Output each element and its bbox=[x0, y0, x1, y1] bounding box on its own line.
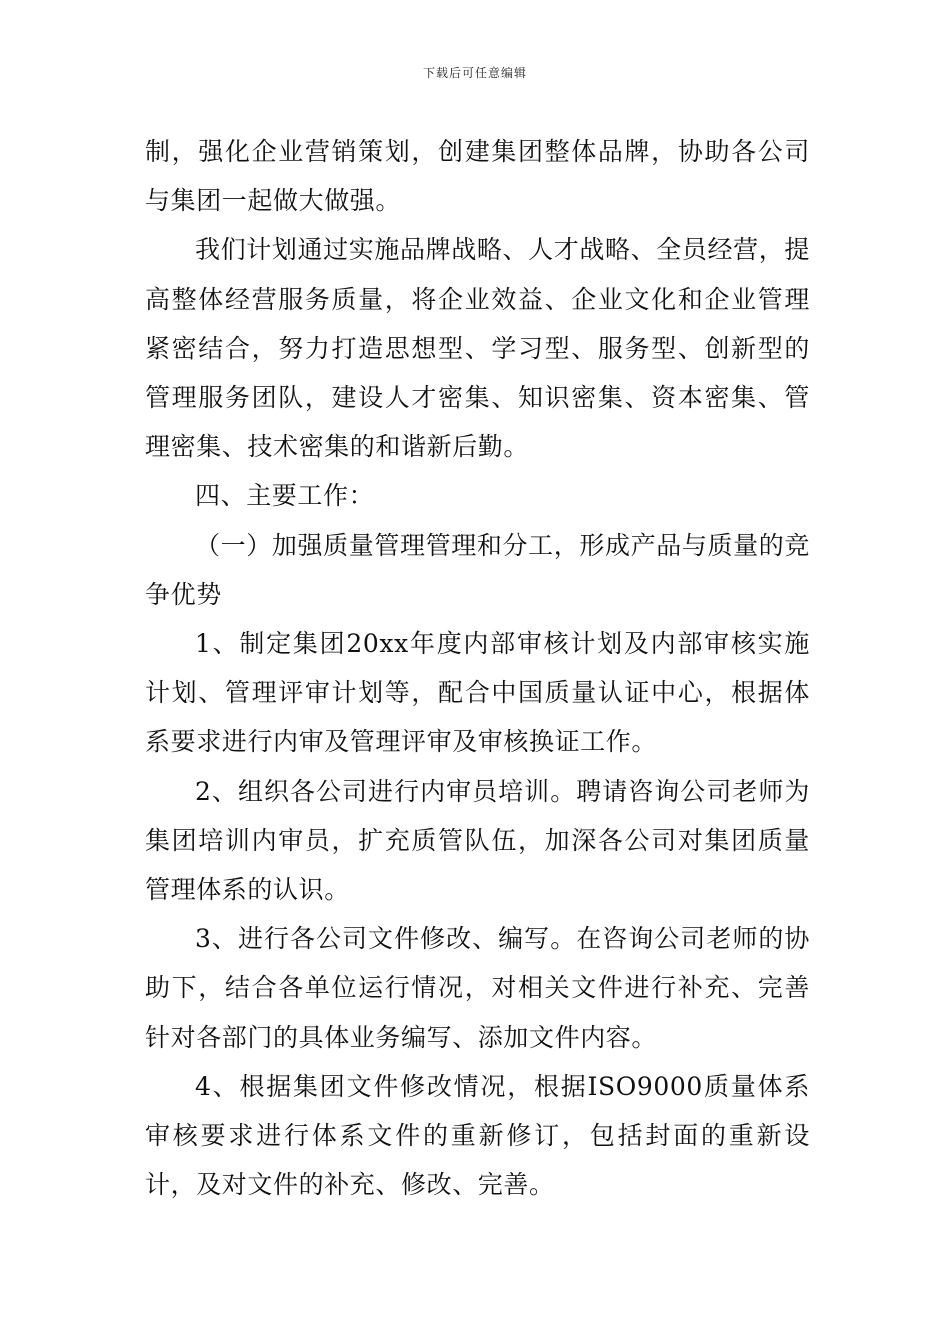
paragraph: 我们计划通过实施品牌战略、人才战略、全员经营，提高整体经营服务质量，将企业效益、企业文化和企业管理紧密结合，努力打造思想型、学习型、服务型、创新型的管理服务团队，建设人才密集、知识密集、资本密集、管理密集、技术密集的和谐新后勤。 bbox=[145, 235, 810, 462]
header-note: 下载后可任意编辑 bbox=[422, 66, 527, 80]
subsection-heading: （一）加强质量管理管理和分工，形成产品与质量的竞争优势 bbox=[145, 530, 810, 609]
list-item: 2、组织各公司进行内审员培训。聘请咨询公司老师为集团培训内审员，扩充质管队伍，加深各公司对集团质量管理体系的认识。 bbox=[145, 776, 810, 905]
list-item: 1、制定集团20xx年度内部审核计划及内部审核实施计划、管理评审计划等，配合中国质量认证中心，根据体系要求进行内审及管理评审及审核换证工作。 bbox=[145, 629, 810, 757]
document-body bbox=[145, 127, 810, 1209]
list-item: 3、进行各公司文件修改、编写。在咨询公司老师的协助下，结合各单位运行情况，对相关文件进行补充、完善针对各部门的具体业务编写、添加文件内容。 bbox=[145, 924, 810, 1052]
section-heading: 四、主要工作： bbox=[195, 481, 375, 511]
list-item: 4、根据集团文件修改情况，根据ISO9000质量体系审核要求进行体系文件的重新修订，包括封面的重新设计，及对文件的补充、修改、完善。 bbox=[145, 1071, 810, 1200]
paragraph: 制，强化企业营销策划，创建集团整体品牌，协助各公司与集团一起做大做强。 bbox=[145, 137, 810, 216]
